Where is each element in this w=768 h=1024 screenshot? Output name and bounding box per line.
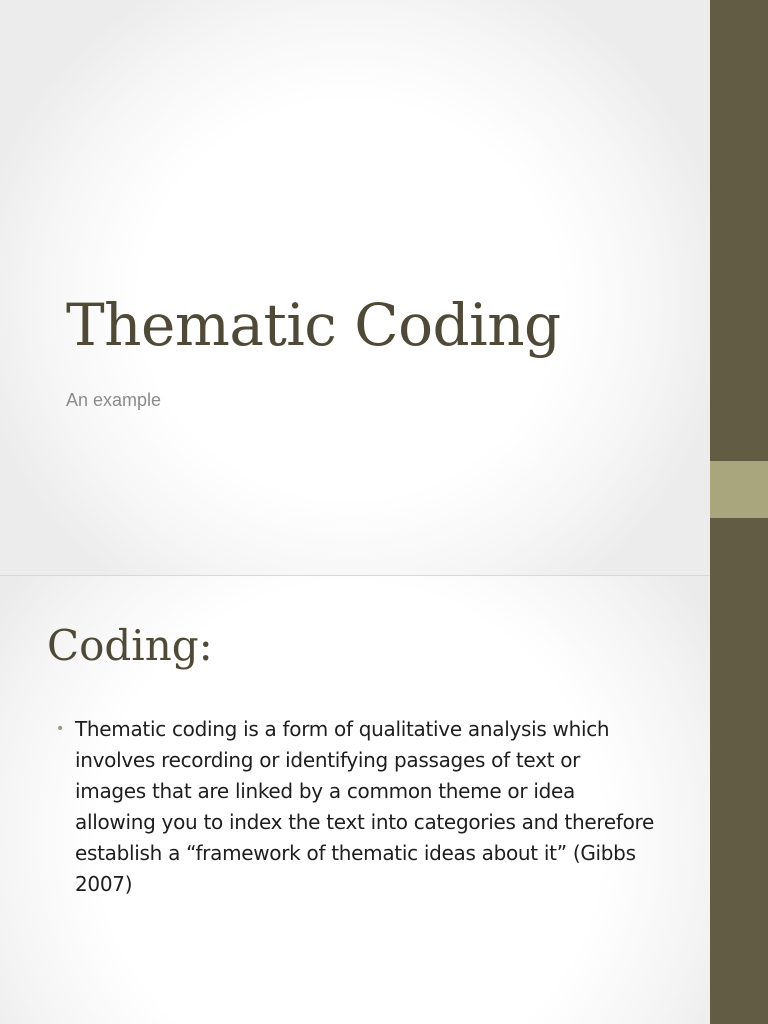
sidebar-accent-block — [710, 461, 768, 518]
bullet-text: Thematic coding is a form of qualitative analysis which involves recording or identifying passages of text or images that are linked by a common theme or idea allowing you to index the text into categories and therefore establish a “framework of thematic ideas about it” (Gibbs 2007) — [75, 717, 654, 896]
slide-title: Thematic Coding — [66, 291, 561, 359]
bullet-item — [56, 714, 656, 900]
content-slide — [0, 576, 768, 1024]
bullet-marker-icon: • — [56, 721, 65, 737]
bullet-list — [56, 714, 656, 900]
slide-heading: Coding: — [47, 621, 213, 670]
slide-subtitle: An example — [66, 390, 162, 410]
